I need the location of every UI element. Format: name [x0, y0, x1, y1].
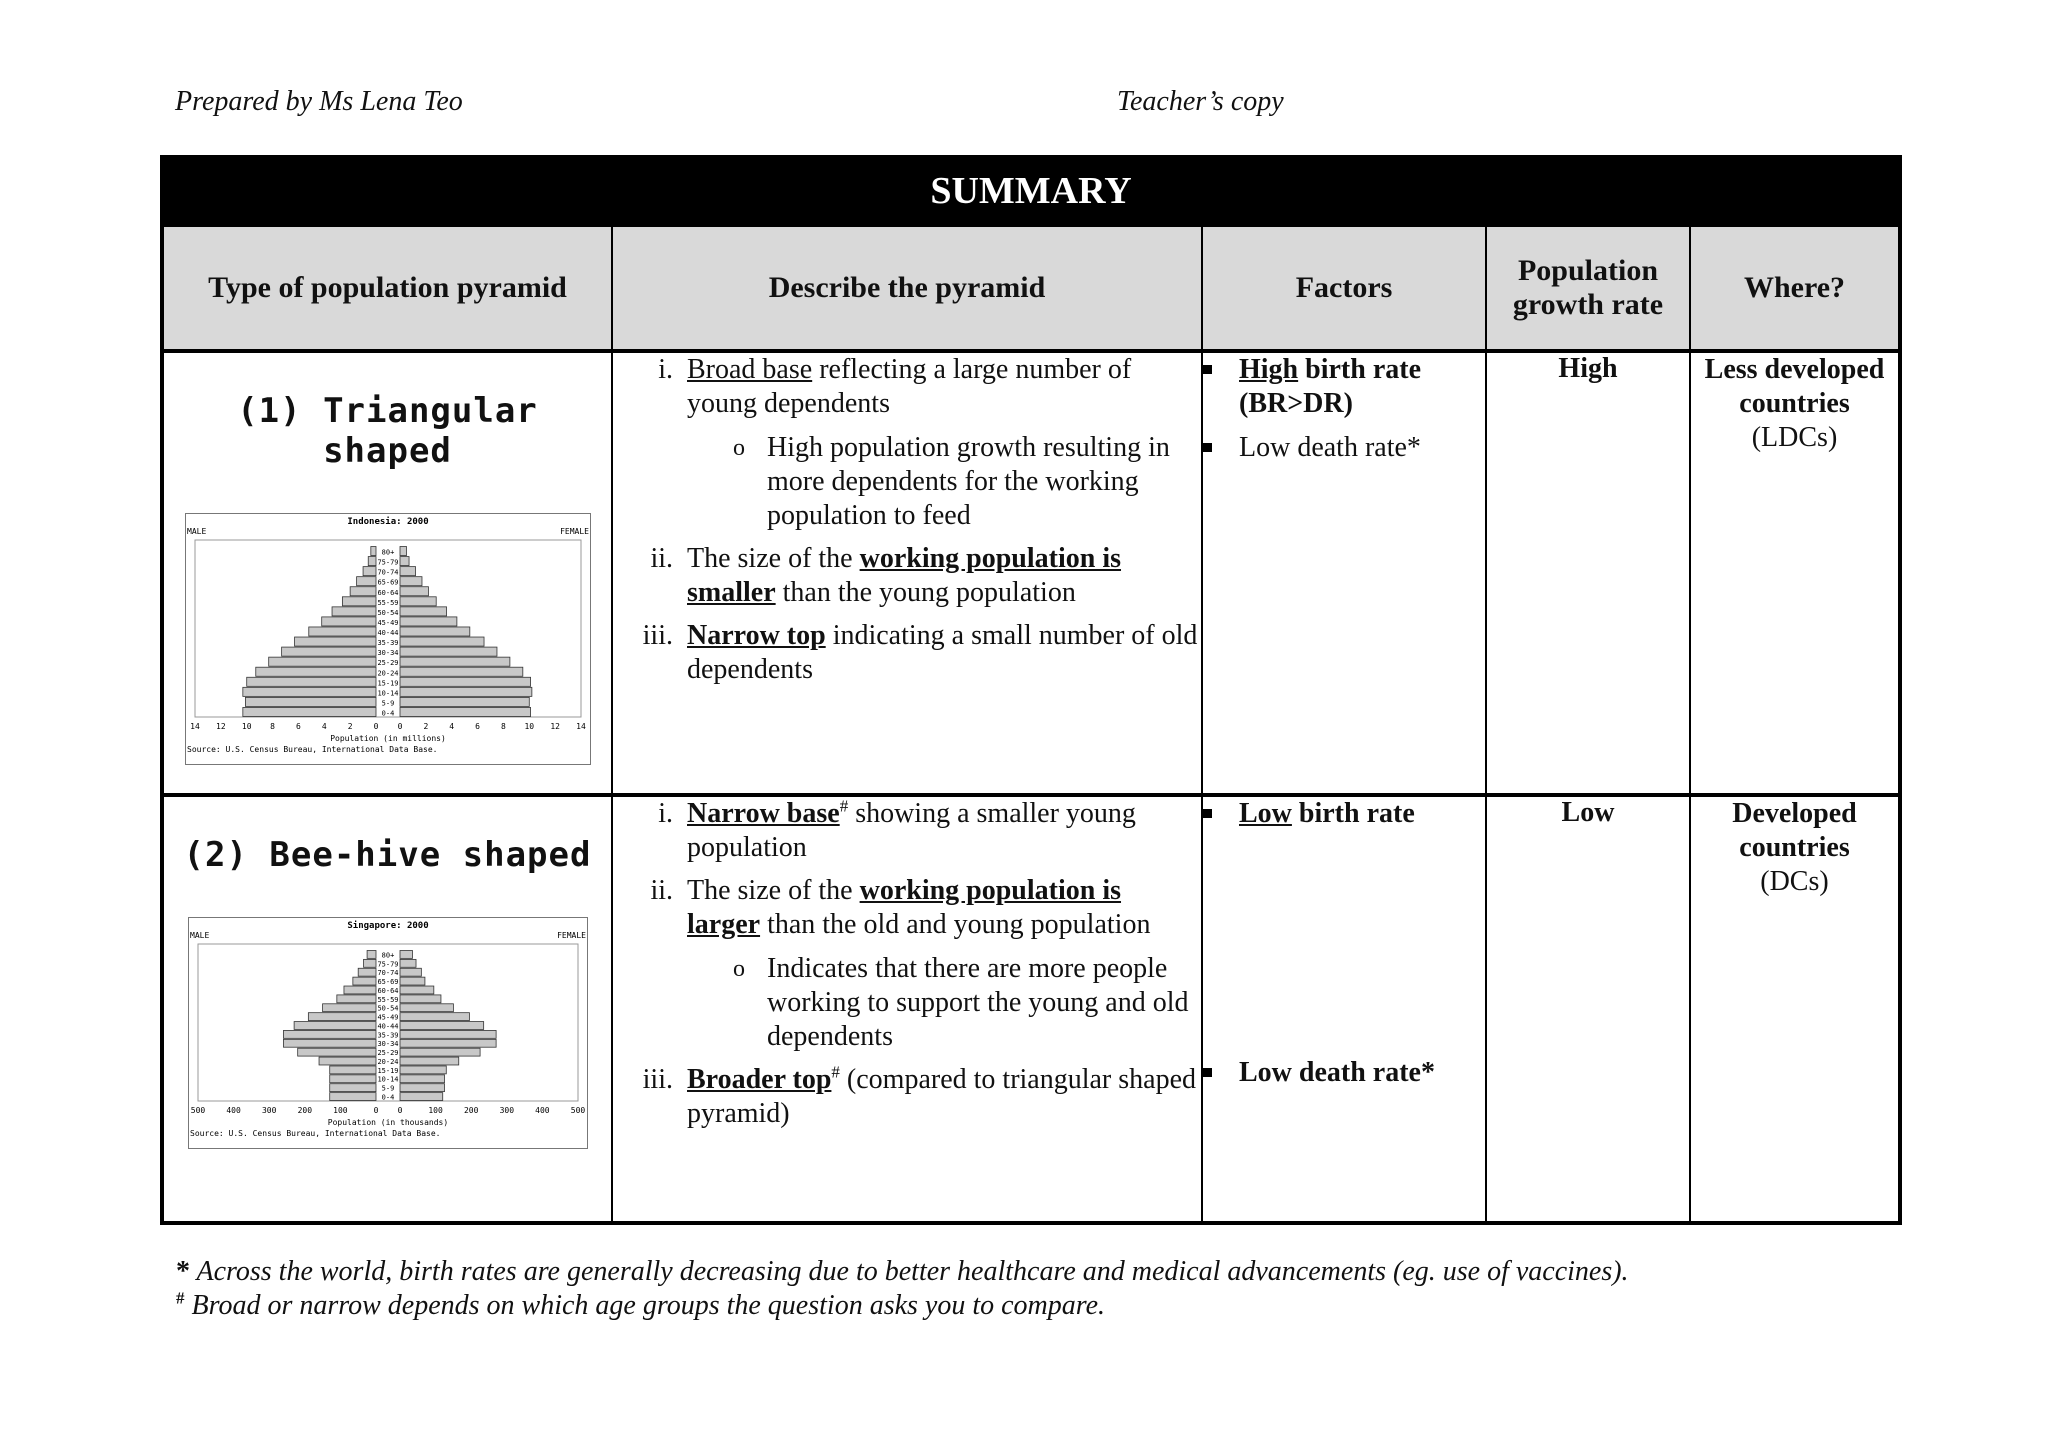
female-bar — [400, 1004, 453, 1012]
hash-mark: # — [831, 1062, 840, 1082]
circle-bullet-icon: o — [733, 435, 745, 461]
item-text: The size of the — [687, 875, 860, 906]
source-label: Source: U.S. Census Bureau, International Data Base. — [189, 1129, 440, 1138]
factor-text: birth rate — [1291, 798, 1415, 829]
item-text: indicating a small number of old dependents — [687, 620, 1198, 685]
age-label: 10-14 — [376, 1075, 399, 1084]
age-label: 5-9 — [381, 1084, 394, 1093]
age-label: 45-49 — [376, 618, 399, 627]
female-bar — [400, 968, 421, 976]
female-bar — [400, 657, 510, 666]
item-number: iii. — [642, 620, 673, 651]
describe-cell — [612, 795, 1202, 1223]
col-header-where: Where? — [1690, 226, 1900, 352]
chart-title: Singapore: 2000 — [346, 921, 429, 931]
male-bar — [329, 1093, 375, 1101]
type-cell — [162, 351, 612, 795]
age-label: 35-39 — [376, 1031, 399, 1040]
female-bar — [400, 557, 409, 566]
tick-label: 10 — [241, 722, 252, 731]
male-bar — [352, 977, 375, 985]
type-cell — [162, 795, 612, 1223]
female-bar — [400, 1013, 469, 1021]
factors-cell — [1202, 795, 1486, 1223]
male-bar — [350, 587, 376, 596]
male-bar — [332, 607, 376, 616]
age-label: 10-14 — [376, 689, 399, 698]
hash-mark: # — [839, 796, 849, 816]
where-text: Developed countries — [1732, 798, 1857, 863]
male-bar — [308, 1013, 376, 1021]
male-label: MALE — [189, 931, 209, 940]
summary-table — [160, 155, 1902, 1225]
where-cell — [1690, 351, 1900, 795]
female-bar — [400, 547, 406, 556]
male-bar — [283, 1039, 376, 1047]
item-number: ii. — [650, 875, 673, 906]
factor-key: High — [1239, 354, 1299, 385]
age-label: 25-29 — [376, 1049, 399, 1058]
age-label: 60-64 — [376, 588, 399, 597]
female-bar — [400, 951, 412, 959]
table-title: SUMMARY — [162, 157, 1900, 226]
age-label: 25-29 — [376, 659, 399, 668]
age-label: 75-79 — [376, 960, 399, 969]
factor-text: Low death rate* — [1239, 432, 1421, 463]
tick-label: 200 — [297, 1106, 312, 1115]
age-label: 40-44 — [376, 629, 399, 638]
x-axis-label: Population (in thousands) — [327, 1118, 448, 1127]
factor-key: Low — [1239, 798, 1292, 829]
growth-header-line2: growth rate — [1512, 288, 1664, 321]
factor-text: birth rate (BR>DR) — [1239, 354, 1421, 419]
tick-label: 12 — [215, 722, 226, 731]
female-bar — [400, 1075, 445, 1083]
factors-cell — [1202, 351, 1486, 795]
tick-label: 2 — [422, 722, 428, 731]
circle-bullet-icon: o — [733, 956, 745, 982]
male-bar — [319, 1057, 376, 1065]
key-term: Broad base — [687, 354, 813, 385]
tick-label: 500 — [570, 1106, 585, 1115]
age-label: 5-9 — [381, 699, 394, 708]
table-row — [162, 795, 1900, 1223]
table-row — [162, 351, 1900, 795]
male-label: MALE — [186, 527, 206, 536]
age-label: 75-79 — [376, 558, 399, 567]
tick-label: 0 — [373, 722, 378, 731]
male-bar — [370, 547, 375, 556]
male-bar — [321, 617, 375, 626]
author-line: Prepared by Ms Lena Teo — [175, 86, 463, 117]
where-abbrev: (LDCs) — [1751, 422, 1838, 453]
male-bar — [242, 707, 375, 716]
female-bar — [400, 1066, 446, 1074]
growth-rate-cell: High — [1486, 351, 1690, 795]
square-bullet-icon — [1203, 353, 1217, 421]
age-label: 65-69 — [376, 978, 399, 987]
item-number: iii. — [642, 1064, 673, 1095]
age-label: 70-74 — [376, 969, 399, 978]
male-bar — [246, 677, 375, 686]
male-bar — [268, 657, 375, 666]
male-bar — [294, 637, 375, 646]
male-bar — [363, 959, 375, 967]
male-bar — [255, 667, 375, 676]
female-bar — [400, 1022, 484, 1030]
age-label: 70-74 — [376, 568, 399, 577]
age-label: 15-19 — [376, 679, 399, 688]
female-bar — [400, 1093, 443, 1101]
item-text: than the old and young population — [760, 909, 1151, 940]
source-label: Source: U.S. Census Bureau, International Data Base. — [186, 745, 437, 754]
age-label: 45-49 — [376, 1013, 399, 1022]
key-term: Narrow top — [687, 620, 826, 651]
square-bullet-icon — [1203, 797, 1217, 832]
col-header-type: Type of population pyramid — [162, 226, 612, 352]
male-bar — [281, 647, 375, 656]
item-number: ii. — [650, 543, 673, 574]
age-label: 50-54 — [376, 1004, 399, 1013]
male-bar — [322, 1004, 375, 1012]
female-bar — [400, 707, 531, 716]
chart-title: Indonesia: 2000 — [346, 517, 429, 527]
tick-label: 100 — [427, 1106, 443, 1115]
age-label: 15-19 — [376, 1066, 399, 1075]
tick-label: 4 — [321, 722, 327, 731]
tick-label: 500 — [190, 1106, 205, 1115]
tick-label: 300 — [499, 1106, 514, 1115]
where-cell — [1690, 795, 1900, 1223]
male-bar — [294, 1022, 376, 1030]
footnote-hash — [176, 1290, 1105, 1322]
male-bar — [336, 995, 375, 1003]
female-bar — [400, 1084, 445, 1092]
male-bar — [363, 567, 376, 576]
female-bar — [400, 597, 436, 606]
age-label: 30-34 — [376, 649, 399, 658]
male-bar — [329, 1075, 375, 1083]
male-bar — [368, 557, 376, 566]
age-label: 50-54 — [376, 608, 399, 617]
female-bar — [400, 1057, 459, 1065]
female-bar — [400, 977, 425, 985]
male-bar — [245, 697, 376, 706]
sub-item-text: Indicates that there are more people working to support the young and old dependents — [767, 953, 1189, 1052]
tick-label: 0 — [397, 722, 402, 731]
growth-rate-cell: Low — [1486, 795, 1690, 1223]
age-label: 80+ — [381, 951, 394, 960]
male-bar — [297, 1048, 375, 1056]
sub-item-text: High population growth resulting in more dependents for the working population to feed — [767, 432, 1170, 531]
where-text: Less developed countries — [1704, 354, 1885, 419]
singapore-pyramid-chart — [188, 917, 588, 1149]
female-bar — [400, 995, 441, 1003]
indonesia-pyramid-chart — [185, 513, 591, 765]
female-bar — [400, 617, 457, 626]
female-bar — [400, 577, 422, 586]
footnote-asterisk — [176, 1256, 1629, 1288]
asterisk-mark: * — [176, 1256, 190, 1287]
female-bar — [400, 587, 428, 596]
tick-label: 0 — [397, 1106, 402, 1115]
female-bar — [400, 1030, 496, 1038]
tick-label: 8 — [269, 722, 275, 731]
age-label: 20-24 — [376, 1057, 399, 1066]
hash-mark: # — [176, 1288, 185, 1308]
tick-label: 2 — [347, 722, 353, 731]
male-bar — [343, 986, 375, 994]
female-bar — [400, 637, 484, 646]
col-header-describe: Describe the pyramid — [612, 226, 1202, 352]
key-term: Narrow base — [687, 798, 840, 829]
tick-label: 6 — [474, 722, 480, 731]
item-text: reflecting a large number of young dependents — [687, 354, 1132, 419]
female-bar — [400, 1048, 480, 1056]
male-bar — [356, 577, 375, 586]
female-bar — [400, 959, 416, 967]
male-bar — [242, 687, 375, 696]
tick-label: 200 — [463, 1106, 478, 1115]
age-label: 60-64 — [376, 986, 399, 995]
tick-label: 10 — [523, 722, 534, 731]
male-bar — [329, 1084, 375, 1092]
age-label: 0-4 — [381, 1093, 394, 1102]
female-bar — [400, 627, 470, 636]
female-bar — [400, 986, 434, 994]
age-label: 80+ — [381, 548, 394, 557]
footnote-text: Broad or narrow depends on which age groups the question asks you to compare. — [184, 1290, 1106, 1321]
female-bar — [400, 697, 529, 706]
age-label: 20-24 — [376, 669, 399, 678]
item-number: i. — [658, 354, 673, 385]
male-bar — [367, 951, 376, 959]
female-bar — [400, 687, 532, 696]
male-bar — [358, 968, 376, 976]
where-abbrev: (DCs) — [1760, 866, 1829, 897]
female-label: FEMALE — [556, 931, 586, 940]
pyramid-type-title: (2) Bee-hive shaped — [183, 835, 592, 875]
male-bar — [308, 627, 375, 636]
item-text: The size of the — [687, 543, 860, 574]
square-bullet-icon — [1203, 1056, 1217, 1091]
age-label: 55-59 — [376, 598, 399, 607]
footnote-text: Across the world, birth rates are generally decreasing due to better healthcare and medical advancements (eg. use of vaccines). — [190, 1256, 1629, 1287]
female-bar — [400, 647, 497, 656]
female-bar — [400, 607, 447, 616]
female-bar — [400, 567, 416, 576]
describe-cell — [612, 351, 1202, 795]
tick-label: 12 — [549, 722, 560, 731]
age-label: 55-59 — [376, 995, 399, 1004]
item-number: i. — [658, 798, 673, 829]
age-label: 30-34 — [376, 1040, 399, 1049]
copy-label: Teacher’s copy — [1117, 86, 1284, 117]
key-term: Broader top — [687, 1064, 832, 1095]
female-bar — [400, 677, 531, 686]
col-header-factors: Factors — [1202, 226, 1486, 352]
tick-label: 14 — [575, 722, 586, 731]
tick-label: 100 — [332, 1106, 348, 1115]
square-bullet-icon — [1203, 431, 1217, 466]
tick-label: 8 — [500, 722, 506, 731]
tick-label: 400 — [534, 1106, 550, 1115]
tick-label: 300 — [261, 1106, 276, 1115]
female-bar — [400, 667, 523, 676]
male-bar — [329, 1066, 375, 1074]
col-header-growth — [1486, 226, 1690, 352]
age-label: 0-4 — [381, 709, 394, 718]
tick-label: 0 — [373, 1106, 378, 1115]
pyramid-type-title: (1) Triangular shaped — [237, 391, 538, 471]
female-bar — [400, 1039, 496, 1047]
age-label: 65-69 — [376, 578, 399, 587]
key-term: working population is smaller — [687, 543, 1122, 608]
tick-label: 400 — [225, 1106, 241, 1115]
item-text: showing a smaller young population — [687, 798, 1136, 863]
factor-text: Low death rate* — [1239, 1057, 1435, 1088]
growth-header-line1: Population — [1517, 254, 1659, 287]
tick-label: 6 — [295, 722, 301, 731]
tick-label: 14 — [189, 722, 200, 731]
age-label: 40-44 — [376, 1022, 399, 1031]
item-text: (compared to triangular shaped pyramid) — [687, 1064, 1197, 1129]
item-text: than the young population — [775, 577, 1076, 608]
male-bar — [283, 1030, 376, 1038]
tick-label: 4 — [448, 722, 454, 731]
key-term: working population is larger — [687, 875, 1122, 940]
age-label: 35-39 — [376, 639, 399, 648]
female-label: FEMALE — [559, 527, 589, 536]
male-bar — [342, 597, 376, 606]
x-axis-label: Population (in millions) — [329, 734, 446, 743]
